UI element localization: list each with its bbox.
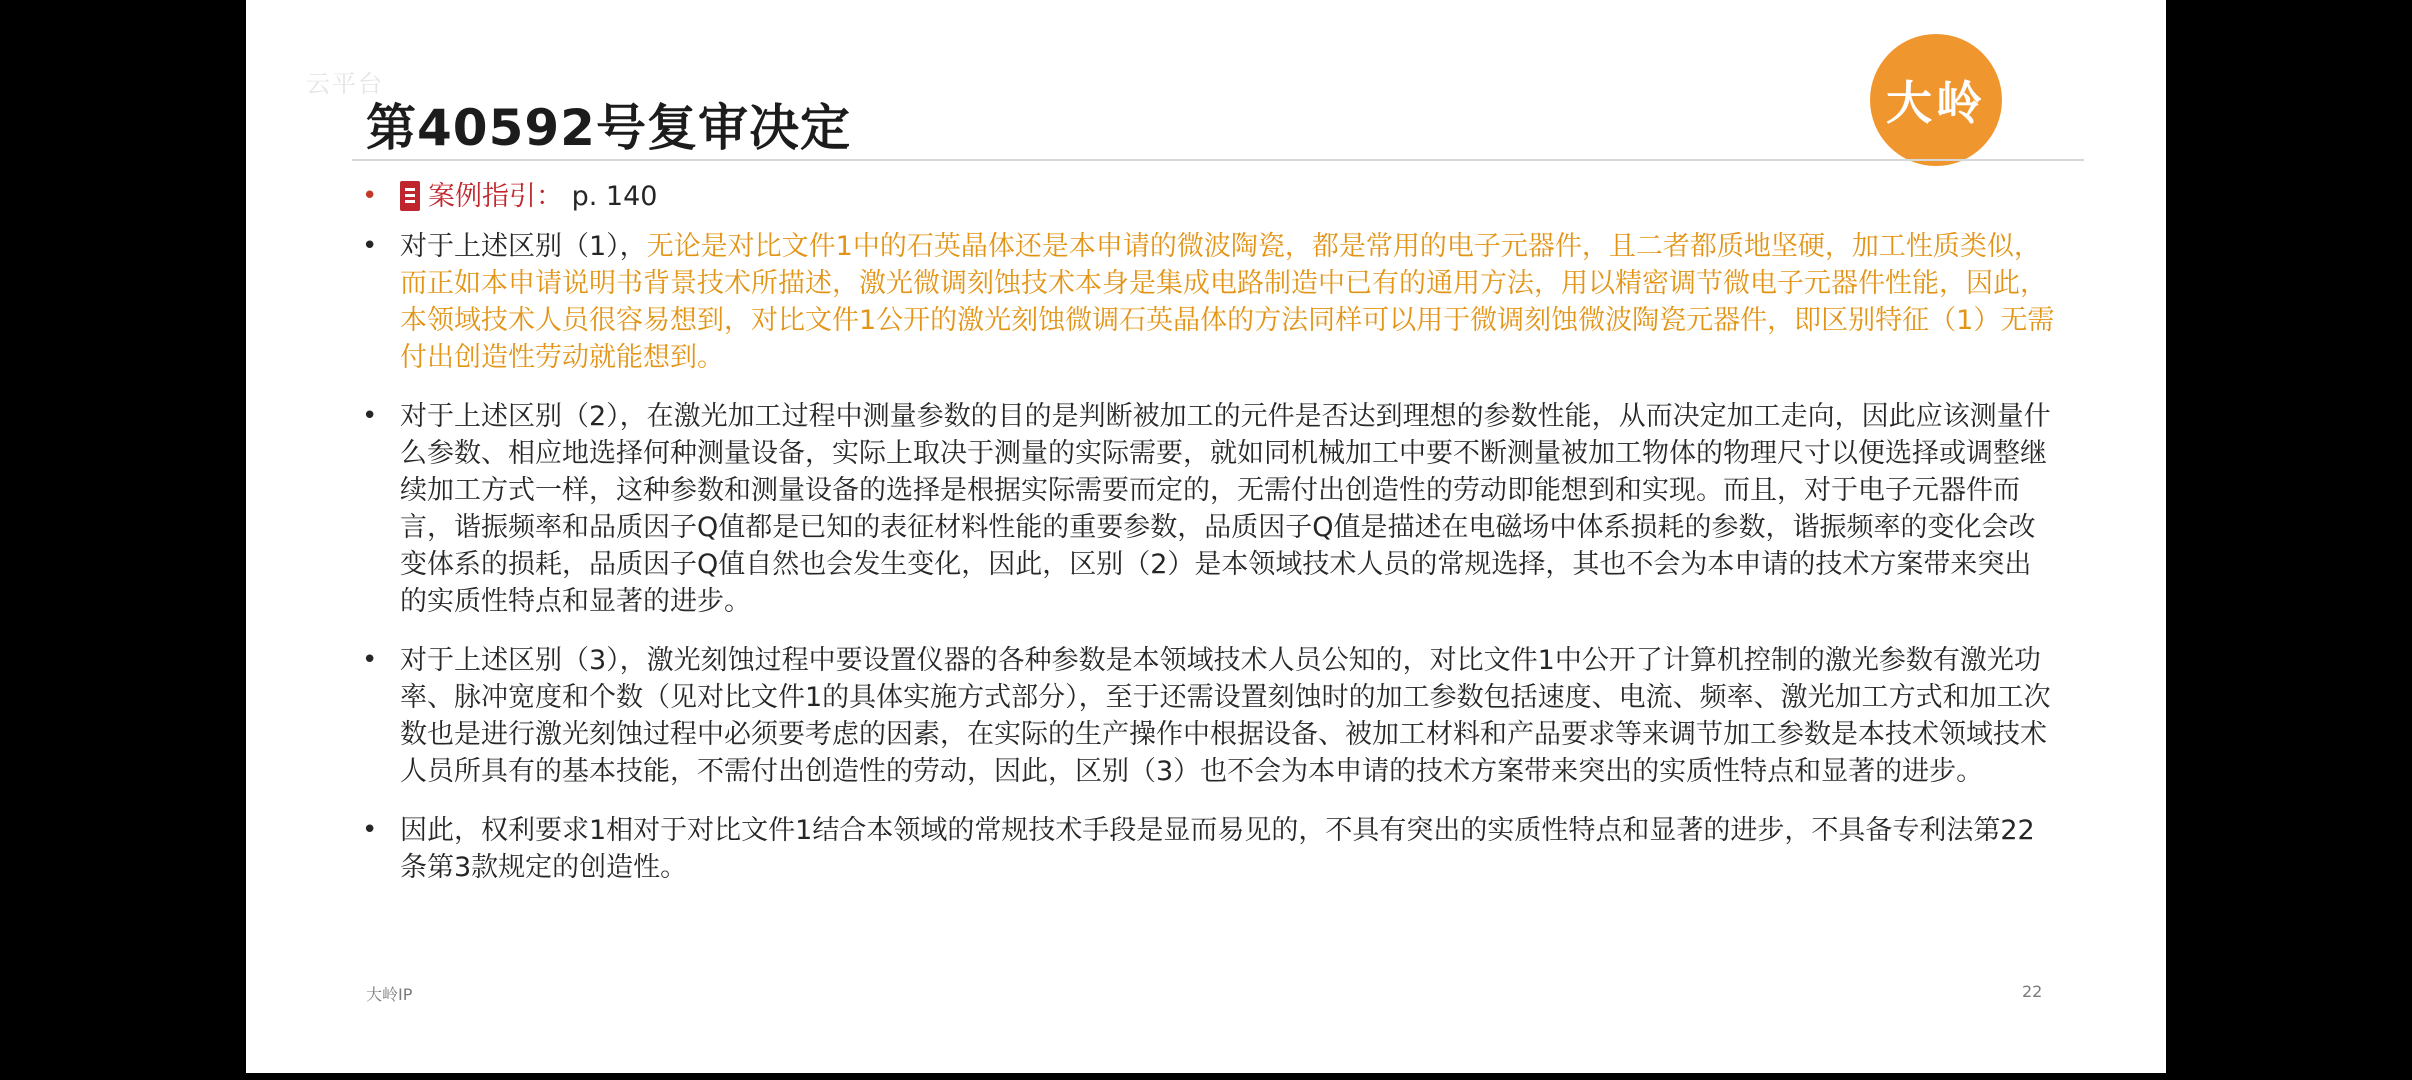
watermark-text: 云平台 [306,70,384,98]
bullet-item-difference-1 [358,228,2058,376]
footer-brand: 大岭IP [366,985,413,1004]
slide [246,0,2166,1073]
case-guide-page: p. 140 [571,181,658,212]
case-guide-item [358,178,2058,222]
bullet-item-difference-3: • 对于上述区别（3），激光刻蚀过程中要设置仪器的各种参数是本领域技术人员公知的，对比文件1中公开了计算机控制的激光参数有激光功率、脉冲宽度和个数（见对比文件1的具体实施方式部分），至于还需设置刻蚀时的加工参数包括速度、电流、频率、激光加工方式和加工次数也是进行激光刻蚀过程中必须要考虑的因素，在实际的生产操作中根据设备、被加工材料和产品要求等来调节加工参数是本技术领域技术人员所具有的基本技能，不需付出创造性的劳动，因此，区别（3）也不会为本申请的技术方案带来突出的实质性特点和显著的进步。 [358,642,2058,790]
book-icon [400,181,420,211]
bullet-item-conclusion: • 因此，权利要求1相对于对比文件1结合本领域的常规技术手段是显而易见的，不具有突出的实质性特点和显著的进步，不具备专利法第22条第3款规定的创造性。 [358,812,2058,886]
title-divider [352,159,2084,161]
bullet-item-difference-2: • 对于上述区别（2），在激光加工过程中测量参数的目的是判断被加工的元件是否达到理想的参数性能，从而决定加工走向，因此应该测量什么参数、相应地选择何种测量设备，实际上取决于测量的实际需要，就如同机械加工中要不断测量被加工物体的物理尺寸以便选择或调整继续加工方式一样，这种参数和测量设备的选择是根据实际需要而定的，无需付出创造性的劳动即能想到和实现。而且，对于电子元器件而言，谐振频率和品质因子Q值都是已知的表征材料性能的重要参数，品质因子Q值是描述在电磁场中体系损耗的参数，谐振频率的变化会改变体系的损耗，品质因子Q值自然也会发生变化，因此，区别（2）是本领域技术人员的常规选择，其也不会为本申请的技术方案带来突出的实质性特点和显著的进步。 [358,398,2058,620]
slide-title: 第40592号复审决定 [366,99,851,157]
case-guide-label: 案例指引： [428,181,563,212]
bullet-1-lead: 对于上述区别（1）， [400,231,647,262]
bullet-list [358,178,2058,886]
dalin-logo: 大岭 [1870,34,2002,166]
page-number: 22 [2022,982,2043,1001]
bullet-1-highlight: 无论是对比文件1中的石英晶体还是本申请的微波陶瓷，都是常用的电子元器件，且二者都质地坚硬，加工性质类似，而正如本申请说明书背景技术所描述，激光微调刻蚀技术本身是集成电路制造中已有的通用方法，用以精密调节微电子元器件性能，因此，本领域技术人员很容易想到，对比文件1公开的激光刻蚀微调石英晶体的方法同样可以用于微调刻蚀微波陶瓷元器件，即区别特征（1）无需付出创造性劳动就能想到。 [400,231,2055,373]
